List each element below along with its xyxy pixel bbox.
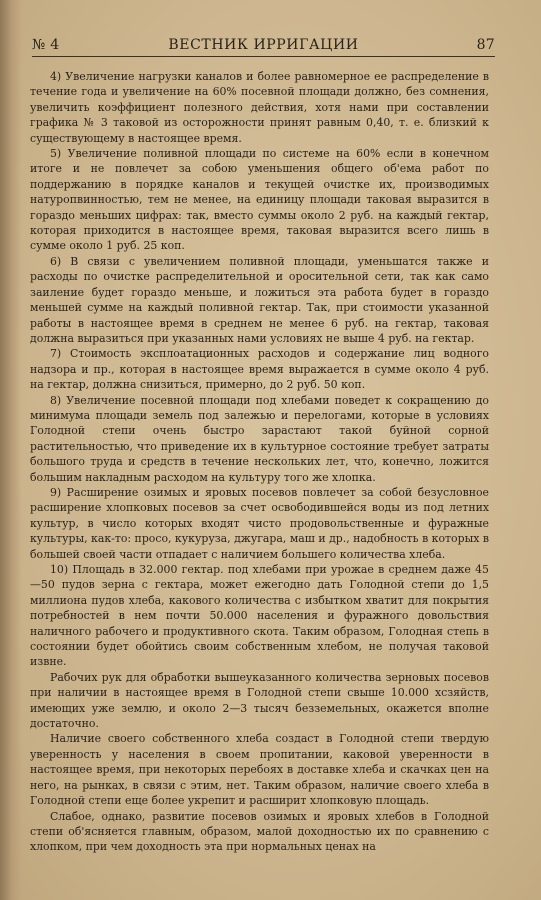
issue-number: № 4 — [32, 37, 60, 53]
paragraph-8: 8) Увеличение посевной площади под хлебами поведет к сокращению до минимума площади земель под залежью и перелогами, которые в условиях Голодной степи очень быстро зарастают такой буйной сорной растительностью, что приведение их в культурное состояние требует затраты большого труда и средств в течение нескольких лет, что, конечно, ложится большим накладным расходом на культуру того же хлопка. — [30, 393, 489, 484]
paragraph-5: 5) Увеличение поливной площади по системе на 60% если в конечном итоге и не повлечет за собою уменьшения общего об'ема работ по поддержанию в порядке каналов и текущей очистке их, производимых натуропвинностью, тем не менее, на единицу площади таковая выразится в гораздо меньших цифрах: так, вместо суммы около 2 руб. на каждый гектар, которая приходится в настоящее время, таковая выразится всего лишь в сумме около 1 руб. 25 коп. — [30, 147, 489, 253]
page-binding-shadow — [0, 0, 22, 900]
page-number: 87 — [476, 37, 495, 53]
paragraph-weak-development: Слабое, однако, развитие посевов озимых и яровых хлебов в Голодной степи об'ясняется главным, образом, малой доходностью их по сравнению с хлопком, при чем доходность эта при нормальных ценах на — [30, 809, 489, 854]
journal-title: ВЕСТНИК ИРРИГАЦИИ — [168, 37, 359, 53]
paragraph-labor: Рабочих рук для обработки вышеуказанного количества зерновых посевов при наличии в настоящее время в Голодной степи свыше 10.000 хсзяйств, имеющих уже землю, и около 2—3 тысяч безземельных, окажется вполне достаточно. — [30, 670, 489, 731]
paragraph-4: 4) Увеличение нагрузки каналов и более равномерное ее распределение в течение года и увеличение на 60% посевной площади должно, без сомнения, увеличить коэффициент полезного действия, хотя нами при составлении графика № 3 таковой из осторожности принят равным 0,40, т. е. близкий к существующему в настоящее время. — [30, 70, 489, 145]
running-header — [32, 34, 495, 57]
paragraph-6: 6) В связи с увеличением поливной площади, уменьшатся также и расходы по очистке распределительной и оросительной сети, так как само заиление будет гораздо меньше, и ложиться эта работа будет в гораздо меньшей сумме на каждый поливной гектар. Так, при стоимости указанной работы в настоящее время в среднем не менее 6 руб. на гектар, таковая должна выразиться при указанных нами условиях не выше 4 руб. на гектар. — [30, 254, 489, 345]
paragraph-bread: Наличие своего собственного хлеба создаст в Голодной степи твердую уверенность у населения в своем пропитании, каковой уверенности в настоящее время, при некоторых перебоях в доставке хлеба и скачках цен на него, на рынках, в связи с этим, нет. Таким образом, наличие своего хлеба в Голодной степи еще более укрепит и расширит хлопковую площадь. — [30, 732, 489, 808]
body-text — [30, 69, 489, 855]
paragraph-7: 7) Стоимость эксплоатационных расходов и содержание лиц водного надзора и пр., которая в настоящее время выражается в сумме около 4 руб. на гектар, должна снизиться, примерно, до 2 руб. 50 коп. — [30, 347, 489, 392]
paragraph-10: 10) Площадь в 32.000 гектар. под хлебами при урожае в среднем даже 45—50 пудов зерна с гектара, может ежегодно дать Голодной степи до 1,5 миллиона пудов хлеба, каковогo количества с избытком хватит для покрытия потребностей в нем почти 50.000 населения и фуражного довольствия наличного рабочего и продуктивного скота. Таким образом, Голодная степь в состоянии будет обойтись своим собственным хлебом, не получая таковой извне. — [30, 563, 489, 669]
paragraph-9: 9) Расширение озимых и яровых посевов повлечет за собой безусловное расширение хлопковых посевов за счет освободившейся воды из под летних культур, в число которых входят чисто продовольственные и фуражные культуры, как-то: просо, кукуруза, джугара, маш и др., надобность в которых в большей своей части отпадает с наличием большего количества хлеба. — [30, 485, 489, 561]
